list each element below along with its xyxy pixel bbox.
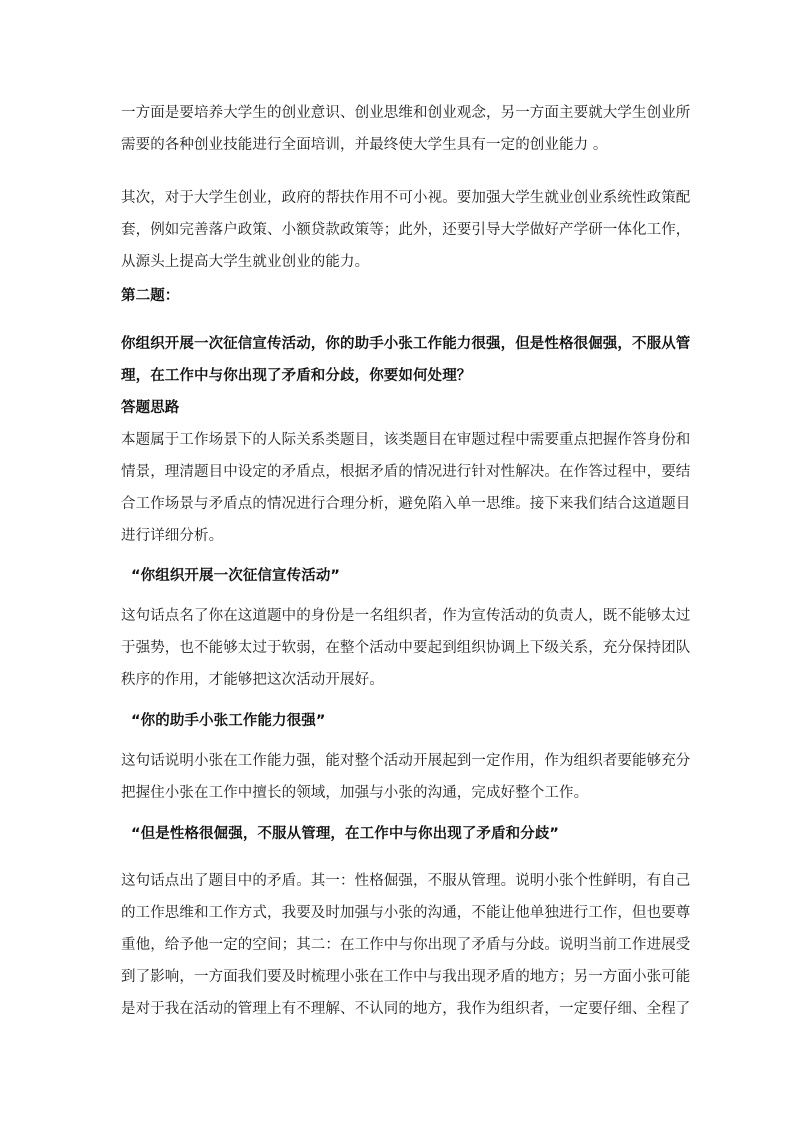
answer-body-line: 合工作场景与矛盾点的情况进行合理分析，避免陷入单一思维。接下来我们结合这道题目: [121, 496, 691, 512]
quote-2-body-line: 这句话说明小张在工作能力强，能对整个活动开展起到一定作用，作为组织者要能够充分: [121, 753, 691, 769]
quote-heading-2: “你的助手小张工作能力很强”: [131, 713, 326, 729]
quote-1-body-line: 秩序的作用，才能够把这次活动开展好。: [121, 672, 384, 688]
quote-1-body-line: 这句话点名了你在这道题中的身份是一名组织者，作为宣传活动的负责人，既不能够太过: [121, 608, 691, 624]
quote-3-body-line: 是对于我在活动的管理上有不理解、不认同的地方，我作为组织者，一定要仔细、全程了: [121, 1001, 691, 1017]
quote-heading-3: “但是性格很倔强，不服从管理，在工作中与你出现了矛盾和分歧”: [131, 826, 560, 842]
quote-3-body-line: 的工作思维和工作方式，我要及时加强与小张的沟通，不能让他单独进行工作，但也要尊: [121, 905, 691, 921]
answer-body-line: 情景，理清题目中设定的矛盾点，根据矛盾的情况进行针对性解决。在作答过程中，要结: [121, 464, 691, 480]
paragraph-intro-line: 需要的各种创业技能进行全面培训，并最终使大学生具有一定的创业能力 。: [121, 137, 608, 153]
paragraph-second-line: 从源头上提高大学生就业创业的能力。: [121, 254, 370, 270]
answer-body-line: 本题属于工作场景下的人际关系类题目，该类题目在审题过程中需要重点把握作答身份和: [121, 432, 691, 448]
paragraph-second-line: 套，例如完善落户政策、小额贷款政策等；此外，还要引导大学做好产学研一体化工作，: [121, 222, 691, 238]
answer-heading: 答题思路: [121, 400, 180, 416]
question-label: 第二题：: [121, 288, 180, 304]
quote-3-body-line: 到了影响，一方面我们要及时梳理小张在工作中与我出现矛盾的地方；另一方面小张可能: [121, 969, 691, 985]
quote-heading-1: “你组织开展一次征信宣传活动”: [131, 568, 341, 584]
question-text-line: 理，在工作中与你出现了矛盾和分歧，你要如何处理？: [121, 368, 472, 384]
quote-3-body-line: 这句话点出了题目中的矛盾。其一：性格倔强，不服从管理。说明小张个性鲜明，有自己: [121, 873, 691, 889]
paragraph-second-line: 其次，对于大学生创业，政府的帮扶作用不可小视。要加强大学生就业创业系统性政策配: [121, 190, 691, 206]
quote-3-body-line: 重他，给予他一定的空间；其二：在工作中与你出现了矛盾与分歧。说明当前工作进展受: [121, 937, 691, 953]
quote-1-body-line: 于强势，也不能够太过于软弱，在整个活动中要起到组织协调上下级关系，充分保持团队: [121, 640, 691, 656]
answer-body-line: 进行详细分析。: [121, 528, 224, 544]
question-text-line: 你组织开展一次征信宣传活动，你的助手小张工作能力很强，但是性格很倔强，不服从管: [121, 336, 691, 352]
quote-2-body-line: 把握住小张在工作中擅长的领域，加强与小张的沟通，完成好整个工作。: [121, 785, 589, 801]
paragraph-intro-line: 一方面是要培养大学生的创业意识、创业思维和创业观念，另一方面主要就大学生创业所: [121, 105, 691, 121]
